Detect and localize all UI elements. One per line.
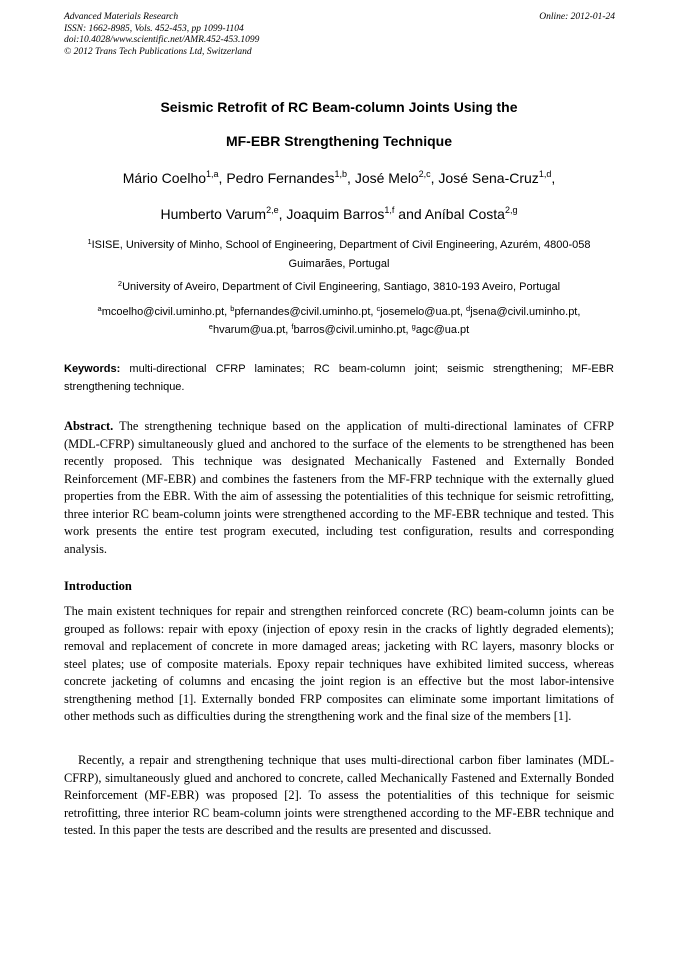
title-line-1: Seismic Retrofit of RC Beam-column Joints Using the [160, 99, 518, 115]
author-list [64, 160, 614, 232]
journal-header [64, 12, 444, 58]
email: $^g$agc@ua.pt [411, 322, 470, 336]
issn-line: ISSN: 1662-8985, Vols. 452-453, pp 1099-1104 [64, 23, 244, 34]
author: Aníbal Costa$^{2,g}$ [424, 205, 518, 222]
intro-paragraph-1: The main existent techniques for repair and strengthen reinforced concrete (RC) beam-column joints can be grouped as follows: repair with epoxy (injection of epoxy resin in the cracks of lightly degraded elements); removal and replacement of concrete in more damaged areas; jacketing with RC layers, masonry blocks or steel plates; use of composite materials. Epoxy repair techniques have exhibited limited success, whereas concrete jacketing of columns and encasing the joint region is an effective but the most labor-intensive strengthening method [1]. Externally bonded FRP composites can eliminate some important limitations of other methods such as difficulties during the strengthening work and the final size of the members [1]. [64, 604, 614, 723]
affiliation-1 [64, 236, 614, 274]
journal-name: Advanced Materials Research [64, 12, 179, 22]
affiliation-2 [64, 278, 614, 297]
copyright-line: © 2012 Trans Tech Publications Ltd, Switzerland [64, 46, 252, 57]
keywords [64, 361, 614, 396]
author-line-2 [64, 196, 614, 232]
online-date: Online: 2012-01-24 [539, 12, 615, 22]
email: $^a$mcoelho@civil.uminho.pt, [97, 304, 231, 318]
email: $^b$pfernandes@civil.uminho.pt, [230, 304, 377, 318]
author-line-1 [64, 160, 614, 196]
keywords-label: Keywords: [64, 363, 121, 375]
abstract-label: Abstract. [64, 419, 114, 433]
email: $^f$barros@civil.uminho.pt, [291, 322, 412, 336]
affiliation-text: ISISE, University of Minho, School of Engineering, Department of Civil Engineering, Azurém, 4800-058 Guimarães, Portugal [91, 239, 591, 270]
affiliation-mark: 2 [117, 279, 123, 288]
paper-title [64, 90, 614, 158]
doi-line: doi:10.4028/www.scientific.net/AMR.452-453.1099 [64, 35, 260, 45]
title-line-2: MF-EBR Strengthening Technique [225, 133, 453, 149]
email-line-1 [64, 303, 614, 321]
author: Mário Coelho$^{1,a}$, [122, 169, 227, 186]
author: Pedro Fernandes$^{1,b}$, [226, 169, 355, 186]
intro-paragraph-2: Recently, a repair and strengthening technique that uses multi-directional carbon fiber laminates (MDL-CFRP), simultaneously glued and anchored to concrete, called Mechanically Fastened and Externally Bonded Reinforcement (MF-EBR) was proposed [2]. To assess the potentialities of this technique for seismic retrofitting, three interior RC beam-column joints were strengthened according to the MF-EBR technique and tested. In this paper the tests are described and the results are presented and discussed. [64, 753, 614, 837]
email-list [64, 303, 614, 339]
email: $^d$jsena@civil.uminho.pt, [466, 304, 581, 318]
abstract-text: The strengthening technique based on the application of multi-directional laminates of CFRP (MDL-CFRP) simultaneously glued and anchored to the surface of the elements to be strengthened has been recently proposed. This technique was designated Mechanically Fastened and Externally Bonded Reinforcement (MF-EBR) and combines the fasteners from the MF-FRP technique with the externally glued properties from the EBR. With the aim of assessing the potentialities of this technique for seismic retrofitting, three interior RC beam-column joints were strengthened according to the MF-EBR technique and tested. This work presents the entire test program executed, including test configuration, results and corresponding analysis. [64, 419, 614, 556]
author: José Sena-Cruz$^{1,d}$, [438, 169, 556, 186]
author: José Melo$^{2,c}$, [354, 169, 439, 186]
author: Humberto Varum$^{2,e}$, [160, 205, 287, 222]
affiliation-mark: 1 [87, 237, 92, 246]
author: Joaquim Barros$^{1,f}$ and [286, 205, 425, 222]
keywords-text: multi-directional CFRP laminates; RC beam-column joint; seismic strengthening; MF-EBR strengthening technique. [64, 363, 614, 393]
email: $^c$josemelo@ua.pt, [376, 304, 467, 318]
section-heading-introduction: Introduction [64, 579, 132, 593]
email-line-2 [64, 321, 614, 339]
email: $^e$hvarum@ua.pt, [208, 322, 292, 336]
affiliation-text: University of Aveiro, Department of Civil Engineering, Santiago, 3810-193 Aveiro, Portugal [122, 281, 561, 293]
abstract [64, 418, 614, 558]
